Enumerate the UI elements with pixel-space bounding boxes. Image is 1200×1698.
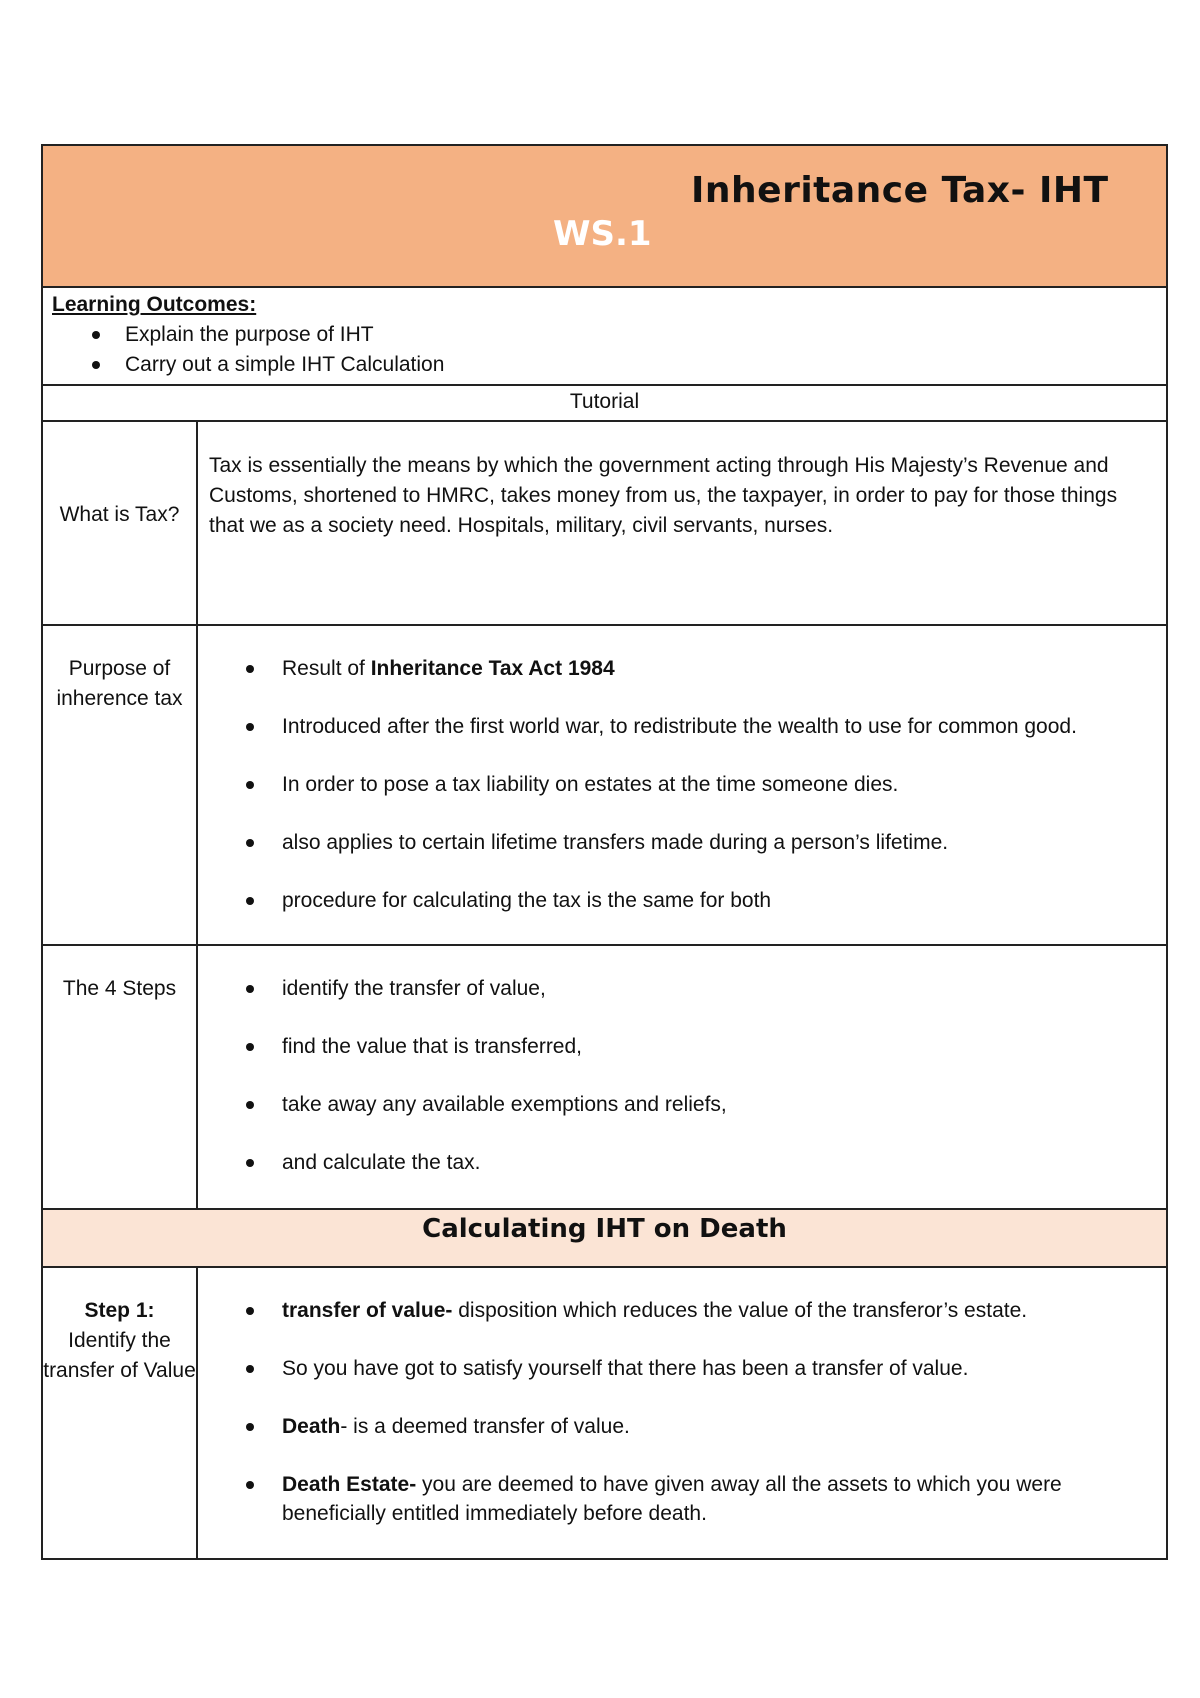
purpose-content xyxy=(198,626,1166,944)
list-item-bold: Death Estate- xyxy=(282,1473,417,1496)
learning-outcomes xyxy=(43,288,1166,386)
learning-outcomes-list xyxy=(52,320,1166,380)
title-banner xyxy=(43,146,1166,288)
list-item: also applies to certain lifetime transfers made during a person’s lifetime. xyxy=(198,828,1166,857)
row-label xyxy=(43,1268,198,1558)
purpose-list xyxy=(198,654,1166,915)
list-item: Carry out a simple IHT Calculation xyxy=(52,350,1166,380)
list-item-text: - is a deemed transfer of value. xyxy=(340,1415,630,1438)
step1-row xyxy=(43,1268,1166,1558)
list-item xyxy=(198,654,1166,683)
worksheet-table xyxy=(41,144,1168,1560)
list-item xyxy=(198,1412,1166,1441)
row-label: The 4 Steps xyxy=(43,946,198,1208)
list-item: find the value that is transferred, xyxy=(198,1032,1166,1061)
tutorial-heading: Tutorial xyxy=(43,386,1166,422)
worksheet-code: WS.1 xyxy=(553,214,652,254)
list-item-text: you are deemed to have given away all the assets to which you were beneficially entitled immediately before death. xyxy=(282,1473,1062,1525)
section-heading: Calculating IHT on Death xyxy=(43,1210,1166,1268)
what-is-tax-row xyxy=(43,422,1166,626)
list-item: take away any available exemptions and reliefs, xyxy=(198,1090,1166,1119)
four-steps-row xyxy=(43,946,1166,1210)
four-steps-list xyxy=(198,974,1166,1177)
list-item: Introduced after the first world war, to redistribute the wealth to use for common good. xyxy=(198,712,1166,741)
learning-outcomes-heading: Learning Outcomes: xyxy=(52,293,257,316)
step-title: Identify the transfer of Value xyxy=(43,1329,196,1382)
purpose-row xyxy=(43,626,1166,946)
list-item: identify the transfer of value, xyxy=(198,974,1166,1003)
list-item-text: Result of xyxy=(282,657,371,680)
step-number: Step 1: xyxy=(84,1299,155,1322)
step1-content xyxy=(198,1268,1166,1558)
list-item xyxy=(198,1354,1166,1383)
list-item xyxy=(198,1296,1166,1325)
list-item-bold: Inheritance Tax Act 1984 xyxy=(370,657,615,680)
step1-list xyxy=(198,1296,1166,1528)
row-label: Purpose of inherence tax xyxy=(43,626,198,944)
four-steps-content xyxy=(198,946,1166,1208)
list-item: procedure for calculating the tax is the same for both xyxy=(198,886,1166,915)
what-is-tax-text: Tax is essentially the means by which the government acting through His Majesty’s Revenue and Customs, shortened to HMRC, takes money from us, the taxpayer, in order to pay for those things that we as a society need. Hospitals, military, civil servants, nurses. xyxy=(209,454,1118,537)
page-title: Inheritance Tax- IHT xyxy=(691,170,1109,211)
list-item-bold: transfer of value- xyxy=(282,1299,453,1322)
list-item-bold: Death xyxy=(282,1415,341,1438)
list-item: In order to pose a tax liability on estates at the time someone dies. xyxy=(198,770,1166,799)
row-label: What is Tax? xyxy=(43,422,198,624)
list-item: and calculate the tax. xyxy=(198,1148,1166,1177)
list-item xyxy=(198,1470,1166,1528)
list-item-text: So you have got to satisfy yourself that there has been a transfer of value. xyxy=(282,1357,969,1380)
list-item: Explain the purpose of IHT xyxy=(52,320,1166,350)
list-item-text: disposition which reduces the value of the transferor’s estate. xyxy=(452,1299,1028,1322)
